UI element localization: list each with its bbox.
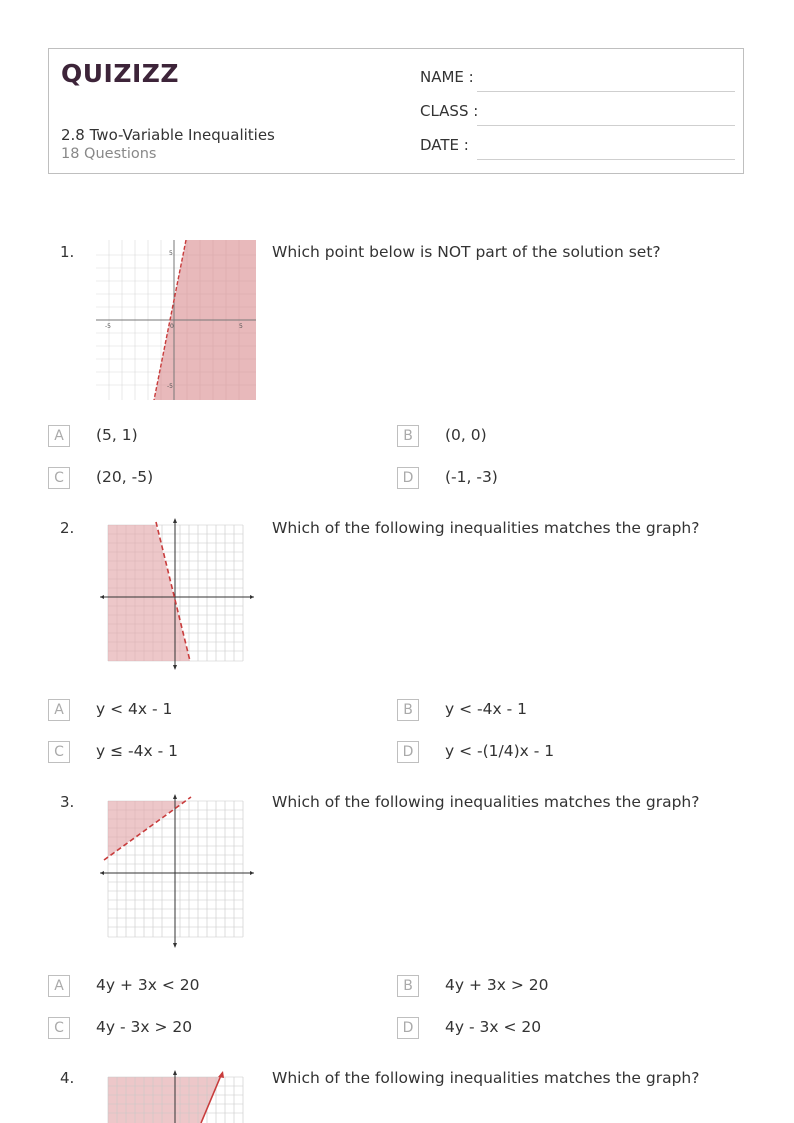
graph-image (98, 517, 258, 672)
option-text: (5, 1) (96, 426, 138, 444)
tick-label: -5 (167, 383, 173, 390)
option-text: 4y + 3x > 20 (445, 976, 549, 994)
option-text: y ≤ -4x - 1 (96, 742, 178, 760)
quizizz-logo: QUIZIZZ (61, 59, 180, 88)
name-label: NAME : (420, 68, 474, 86)
graph-image (98, 1069, 258, 1123)
date-label: DATE : (420, 136, 469, 154)
question-text: Which of the following inequalities matches the graph? (272, 519, 700, 537)
date-line[interactable] (477, 159, 735, 160)
graph-image (96, 240, 256, 400)
option-text: y < -(1/4)x - 1 (445, 742, 555, 760)
option-text: (-1, -3) (445, 468, 498, 486)
question-text: Which of the following inequalities matches the graph? (272, 1069, 700, 1087)
option-letter: C (48, 741, 70, 763)
option-letter: D (397, 1017, 419, 1039)
question-count: 18 Questions (61, 146, 157, 162)
class-field[interactable] (420, 102, 735, 126)
option-text: y < 4x - 1 (96, 700, 173, 718)
date-field[interactable] (420, 136, 735, 160)
tick-label: -5 (105, 323, 111, 330)
tick-label: 5 (169, 250, 173, 257)
option-letter: B (397, 425, 419, 447)
option-letter: A (48, 975, 70, 997)
option-letter: B (397, 699, 419, 721)
graph-image (98, 793, 258, 951)
option-letter: A (48, 699, 70, 721)
tick-label: 5 (239, 323, 243, 330)
option-text: (0, 0) (445, 426, 487, 444)
worksheet-header (48, 48, 744, 174)
option-text: 4y - 3x > 20 (96, 1018, 193, 1036)
tick-label: 0 (170, 323, 174, 330)
option-letter: D (397, 467, 419, 489)
question-number: 2. (60, 519, 75, 537)
class-line[interactable] (477, 125, 735, 126)
worksheet-title: 2.8 Two-Variable Inequalities (61, 126, 275, 144)
question-number: 1. (60, 243, 75, 261)
option-letter: C (48, 467, 70, 489)
name-line[interactable] (477, 91, 735, 92)
question-text: Which point below is NOT part of the solution set? (272, 243, 661, 261)
option-letter: D (397, 741, 419, 763)
option-text: 4y + 3x < 20 (96, 976, 200, 994)
class-label: CLASS : (420, 102, 479, 120)
option-text: y < -4x - 1 (445, 700, 527, 718)
option-letter: B (397, 975, 419, 997)
option-letter: A (48, 425, 70, 447)
question-number: 3. (60, 793, 75, 811)
option-text: (20, -5) (96, 468, 154, 486)
option-letter: C (48, 1017, 70, 1039)
option-text: 4y - 3x < 20 (445, 1018, 542, 1036)
name-field[interactable] (420, 68, 735, 92)
question-text: Which of the following inequalities matches the graph? (272, 793, 700, 811)
question-number: 4. (60, 1069, 75, 1087)
